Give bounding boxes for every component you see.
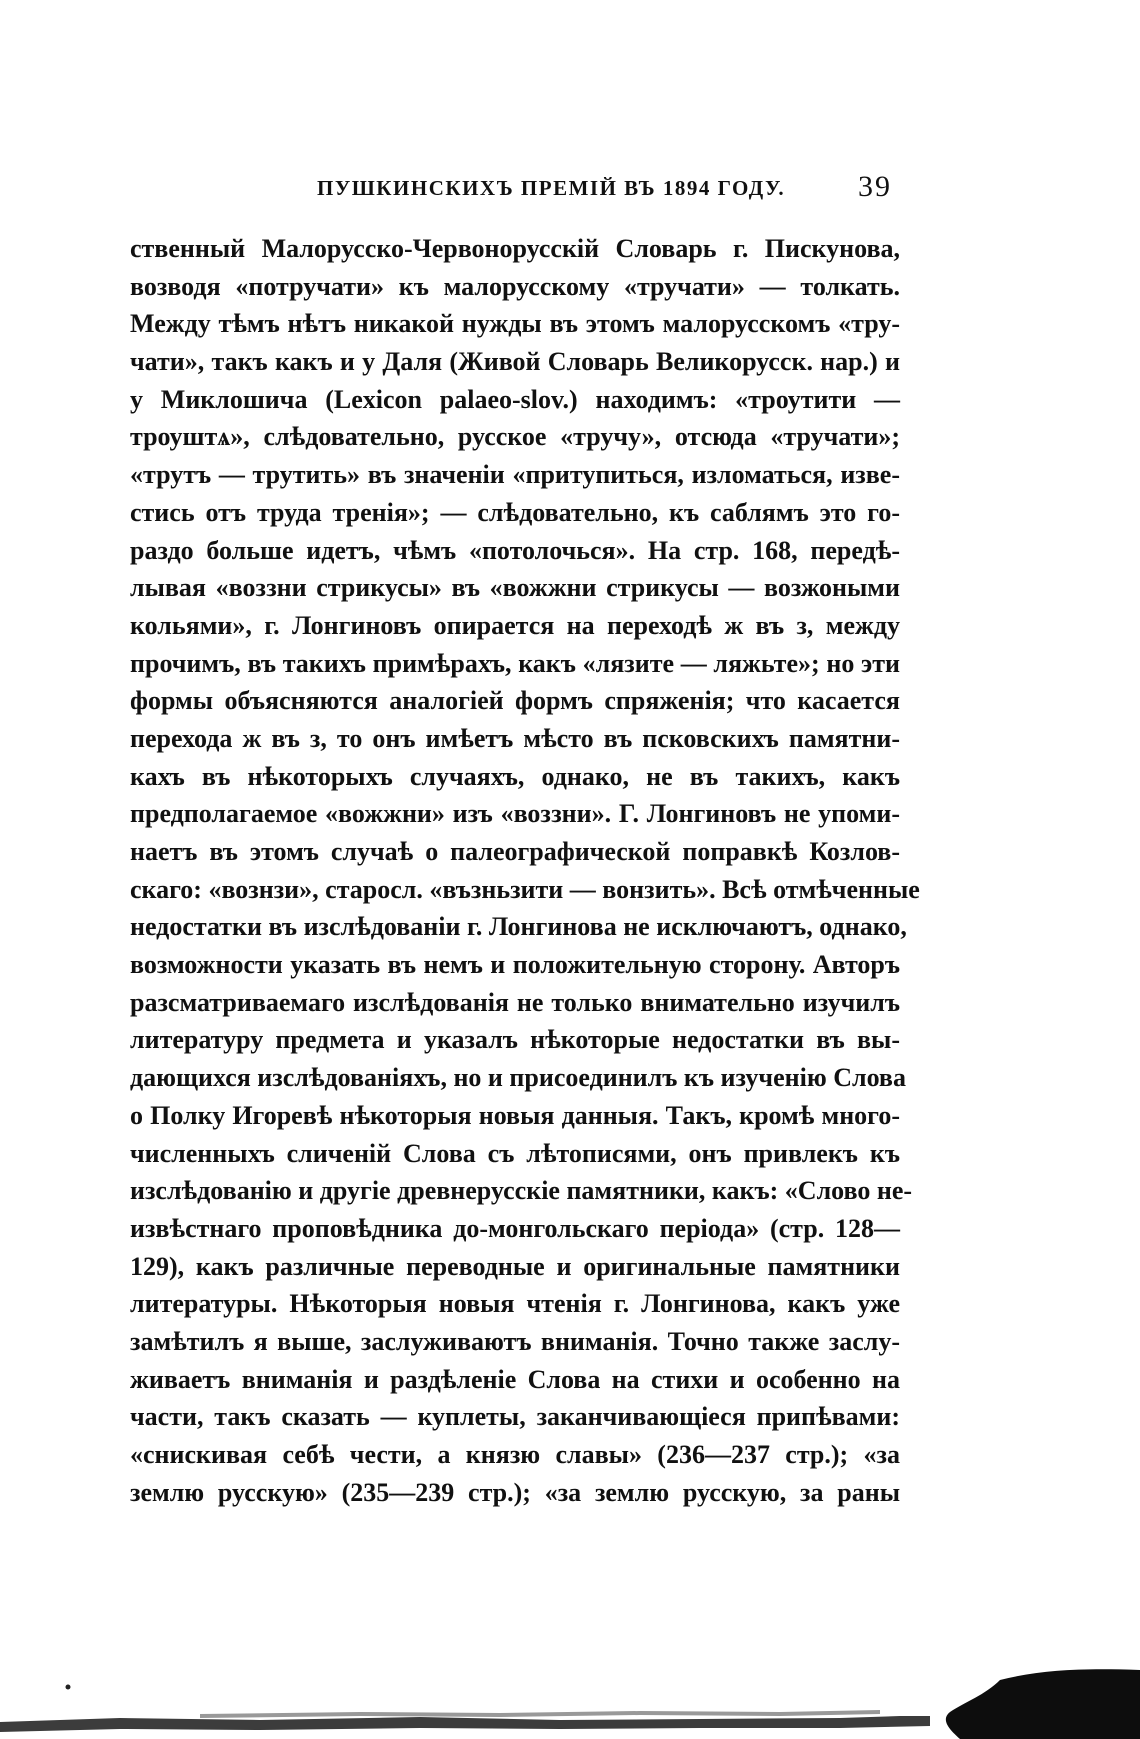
text-line: дающихся изслѣдованіяхъ, но и присоединилъ къ изученію Слова bbox=[130, 1063, 906, 1093]
text-line: лывая «воззни стрикусы» въ «вожжни стрикусы — возжоными bbox=[130, 573, 900, 603]
text-line: литературы. Нѣкоторыя новыя чтенія г. Лонгинова, какъ уже bbox=[130, 1289, 900, 1319]
text-line: «трутъ — трутить» въ значеніи «притупиться, изломаться, изве- bbox=[130, 460, 900, 490]
text-line: скаго: «вознзи», старосл. «възньзити — вонзить». Всѣ отмѣченные bbox=[130, 874, 920, 904]
text-line: извѣстнаго проповѣдника до-монгольскаго періода» (стр. 128— bbox=[130, 1213, 900, 1243]
text-line: 129), какъ различные переводные и оригинальные памятники bbox=[130, 1251, 900, 1281]
text-line: Между тѣмъ нѣтъ никакой нужды въ этомъ малорусскомъ «тру- bbox=[130, 309, 900, 339]
body-text bbox=[130, 230, 920, 1511]
text-line: возможности указать въ немъ и положительную сторону. Авторъ bbox=[130, 950, 900, 980]
text-line: ственный Малорусско-Червонорусскій Словарь г. Пискунова, bbox=[130, 234, 900, 263]
text-line: стись отъ труда тренія»; — слѣдовательно, къ саблямъ это го- bbox=[130, 497, 900, 527]
text-line: «снискивая себѣ чести, а князю славы» (236—237 стр.); «за bbox=[130, 1440, 900, 1469]
scan-speck bbox=[66, 1685, 71, 1690]
running-header bbox=[130, 170, 900, 210]
scan-edge-artifact bbox=[0, 1640, 1140, 1739]
text-line: троуштѧ», слѣдовательно, русское «тручу», отсюда «тручати»; bbox=[130, 422, 900, 452]
text-line: живаетъ вниманія и раздѣленіе Слова на стихи и особенно на bbox=[130, 1364, 900, 1394]
running-title: ПУШКИНСКИХЪ ПРЕМІЙ ВЪ 1894 ГОДУ. bbox=[317, 176, 786, 200]
text-line: предполагаемое «вожжни» изъ «воззни». Г. Лонгиновъ не упоми- bbox=[130, 799, 900, 829]
text-line: возводя «потручати» къ малорусскому «тручати» — толкать. bbox=[130, 271, 900, 301]
text-line: кахъ въ нѣкоторыхъ случаяхъ, однако, не въ такихъ, какъ bbox=[130, 761, 900, 791]
text-line: литературу предмета и указалъ нѣкоторые недостатки въ вы- bbox=[130, 1025, 900, 1055]
text-line: разсматриваемаго изслѣдованія не только внимательно изучилъ bbox=[130, 987, 900, 1017]
text-line: раздо больше идетъ, чѣмъ «потолочься». На стр. 168, передѣ- bbox=[130, 535, 900, 565]
text-line: замѣтилъ я выше, заслуживаютъ вниманія. Точно также заслу- bbox=[130, 1326, 900, 1356]
text-line: о Полку Игоревѣ нѣкоторыя новыя данныя. Такъ, кромѣ много- bbox=[130, 1100, 900, 1130]
scan-corner-blot bbox=[946, 1669, 1140, 1739]
scan-streak bbox=[0, 1716, 930, 1732]
text-line: численныхъ сличеній Слова съ лѣтописями, онъ привлекъ къ bbox=[130, 1138, 900, 1168]
text-line: перехода ж въ з, то онъ имѣетъ мѣсто въ псковскихъ памятни- bbox=[130, 723, 900, 753]
text-line: чати», такъ какъ и у Даля (Живой Словарь Великорусск. нар.) и bbox=[130, 347, 900, 377]
text-line: части, такъ сказать — куплеты, заканчивающіеся припѣвами: bbox=[130, 1402, 900, 1432]
text-line: недостатки въ изслѣдованіи г. Лонгинова не исключаютъ, однако, bbox=[130, 912, 907, 942]
text-line: прочимъ, въ такихъ примѣрахъ, какъ «лязите — ляжьте»; но эти bbox=[130, 648, 900, 678]
text-line: формы объясняются аналогіей формъ спряженія; что касается bbox=[130, 686, 900, 716]
text-line: наетъ въ этомъ случаѣ о палеографической поправкѣ Козлов- bbox=[130, 837, 900, 866]
text-line: кольями», г. Лонгиновъ опирается на переходѣ ж въ з, между bbox=[130, 610, 900, 640]
text-line: изслѣдованію и другіе древнерусскіе памятники, какъ: «Слово не- bbox=[130, 1176, 913, 1206]
text-line: землю русскую» (235—239 стр.); «за землю русскую, за раны bbox=[130, 1477, 900, 1507]
scan-streak-light bbox=[200, 1710, 880, 1718]
page-number: 39 bbox=[858, 170, 892, 203]
text-line: у Миклошича (Lexicon palaeo-slov.) находимъ: «троутити — bbox=[130, 384, 900, 414]
